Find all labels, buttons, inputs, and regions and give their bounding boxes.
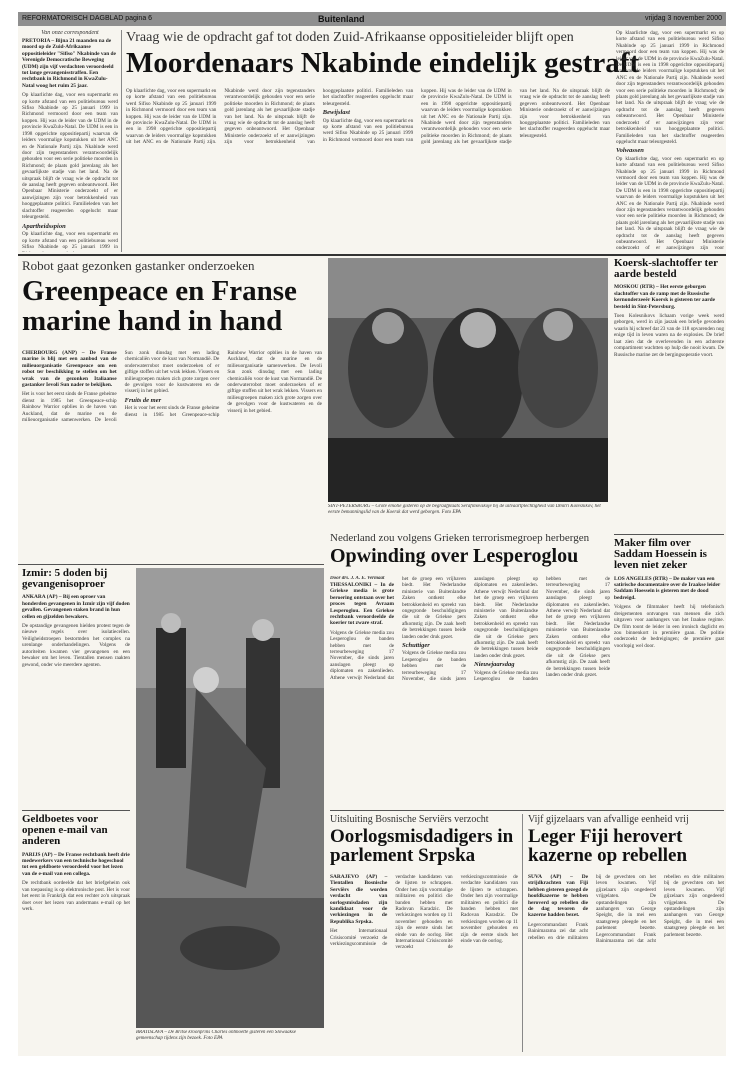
greenpeace-kicker-text: Robot gaat gezonken gastanker onderzoeken bbox=[22, 258, 255, 273]
bosnie-kicker-text: Uitsluiting Bosnische Serviërs verzocht bbox=[330, 814, 489, 825]
top-story-body-3: Op klaarlichte dag, voor een supermarkt en op korte afstand van een politiebureau werd Sifiso Nkabinde op 25 januari 1999 in Richmond vermoord door een team van koppen. Hij was de leider van de UDM in de provincie KwaZulu-Natal. De UDM is een in 1998 opgerichte oppositiepartij waarvan de leiders voormalige kopstukken uit het ANC en de Nationale Partij zijn. Nkabinde werd door zijn tegenstanders verantwoordelijk gehouden voor een serie politieke moorden in Richmond; de plaats gold jarenlang als het gevaarlijkste stadje van het land. Na de uitspraak blijft de vraag wie de opdracht tot de aanslag heeft gegeven onbeantwoord. Het Openbaar Ministerie onderzoekt of er aanwijzingen zijn voor betrokkenheid van hooggeplaatste politici. Familieleden van het slachtoffer reageerden opgelucht maar teleurgesteld. bbox=[616, 30, 724, 145]
koersk-lead: MOSKOU (RTR) – Het eerste geborgen slachtoffer van de ramp met de Russische kernonderzeeër Koersk is gisteren ter aarde besteld in Sint-Petersburg. bbox=[614, 284, 716, 310]
greenpeace-body bbox=[22, 350, 322, 560]
saddam-lead: LOS ANGELES (RTR) – De maker van een satirische documentaire over de Iraakse leider Saddam Hoessein is gisteren met de dood bedreigd. bbox=[614, 575, 721, 601]
top-story-body-a: Op klaarlichte dag, voor een supermarkt en op korte afstand van een politiebureau werd Sifiso Nkabinde op 25 januari 1999 in Richmond vermoord door een team van koppen. Hij was de leider van de UDM in de provincie KwaZulu-Natal. De UDM is een in 1998 opgerichte oppositiepartij waarvan de leiders voormalige kopstukken uit het ANC en de Nationale Partij zijn. Nkabinde werd door zijn tegenstanders verantwoordelijk gehouden voor een serie politieke moorden in Richmond; de plaats gold jarenlang als het gevaarlijkste stadje van het land. Na de uitspraak blijft de vraag wie de opdracht tot de aanslag heeft gegeven onbeantwoord. Het Openbaar Ministerie onderzoekt of er aanwijzingen zijn voor betrokkenheid van hooggeplaatste politici. Familieleden van het slachtoffer reageerden opgelucht maar teleurgesteld. bbox=[22, 92, 118, 220]
top-story-lead-column bbox=[22, 30, 118, 252]
header-left: REFORMATORISCH DAGBLAD pagina 6 bbox=[22, 15, 153, 22]
top-story-body bbox=[126, 88, 610, 252]
fiji-lead: SUVA (AP) – De strijdkrachten van Fiji hebben gisteren gezegd de hoofdkazerne te hebben heroverd op rebellen die de dag tevoren de kazerne hadden bezet. bbox=[528, 874, 588, 919]
greenpeace-headline bbox=[22, 277, 322, 347]
greek-lead: THESSALONIKI – In de Griekse media is grote beroering ontstaan over het proces tegen Avraam Lesperoglou. Een Griekse rechtbank veroordeelde de koerier tot zware straf. bbox=[330, 582, 394, 627]
top-story-sub3: Volwassen bbox=[616, 147, 644, 155]
izmir-story bbox=[22, 568, 130, 808]
izmir-headline: Izmir: 5 doden bij gevangenisoproer bbox=[22, 568, 108, 591]
fiji-headline-text: Leger Fiji herovert kazerne op rebellen bbox=[528, 827, 688, 867]
greek-body bbox=[330, 576, 610, 808]
photo-charles-image bbox=[136, 568, 324, 1028]
photo-charles-caption: BRATISLAVA – De Britse kroonprins Charles ontmoette gisteren een Slowaakse gemeenschap tijdens zijn bezoek. Foto EPA bbox=[136, 1030, 296, 1041]
photo-charles bbox=[136, 568, 324, 1028]
fiji-body-1: Legercommandant Frank Bainimarama zei dat acht rebellen en drie militairen bij de gevechten om het leven kwamen. Vijf gijzelaars zijn ongedeerd vrijgelaten. De opstandelingen zijn aanhangers van George Speight, die in mei een staatsgreep pleegde en het parlement bezette. bbox=[528, 874, 656, 941]
bosnie-headline bbox=[330, 827, 518, 871]
top-story-sub1: Apartheidsspion bbox=[22, 223, 66, 231]
greenpeace-headline-text: Greenpeace en Franse marine hand in hand bbox=[22, 277, 297, 337]
divider bbox=[121, 30, 122, 252]
greek-byline: Door drs. J. A. E. Vermaat bbox=[330, 576, 385, 581]
greek-sub2: Nieuwjaarsdag bbox=[474, 661, 515, 669]
top-story-body-1: Op klaarlichte dag, voor een supermarkt en op korte afstand van een politiebureau werd Sifiso Nkabinde op 25 januari 1999 in Richmond vermoord door een team van koppen. Hij was de leider van de UDM in de provincie KwaZulu-Natal. De UDM is een in 1998 opgerichte oppositiepartij waarvan de leiders voormalige kopstukken uit het ANC en de Nationale Partij zijn. Nkabinde werd door zijn tegenstanders verantwoordelijk gehouden voor een serie politieke moorden in Richmond; de plaats gold jarenlang als het gevaarlijkste stadje van het land. Na de uitspraak blijft de vraag wie de opdracht tot de aanslag heeft gegeven onbeantwoord. Het Openbaar Ministerie onderzoekt of er aanwijzingen zijn voor betrokkenheid van hooggeplaatste politici. Familieleden van het slachtoffer reageerden opgelucht maar teleurgesteld. bbox=[126, 88, 414, 146]
newspaper-page bbox=[18, 12, 726, 1056]
top-story-body-b: Op klaarlichte dag, voor een supermarkt en op korte afstand van een politiebureau werd Sifiso Nkabinde op 25 januari 1999 in bbox=[22, 231, 118, 251]
greek-body-1: Volgens de Griekse media zou Lesperoglou de banden hebben met de terreurbeweging 17 November, die sinds jaren aanslagen pleegt op diplomaten en zakenlieden. Athene verwijt Nederland dat het de groep een vrijhaven biedt. Het Nederlandse ministerie van Buitenlandse Zaken ontkent elke betrokkenheid en spreekt van ongegronde beschuldigingen die uit de Griekse pers afkomstig zijn. De zaak heeft de betrekkingen tussen beide landen onder druk gezet. bbox=[330, 576, 466, 681]
greenpeace-body-2: Het is voor het eerst sinds de Franse geheime dienst in 1985 het Greenpeace-schip Rainbow Warrior opblies in de haven van Auckland, dat de marine en de milieuorganisatie samenwerken. De Ievoli Sun zonk dinsdag met een lading chemicaliën voor de kust van Normandië. De onderwaterrobot moet onderzoeken of er giftige stoffen uit het wrak lekken. Vissers en milieugroepen maken zich grote zorgen over de gevolgen voor de kustwateren en de visserij in het gebied. bbox=[124, 350, 322, 418]
bosnie-kicker bbox=[330, 814, 518, 826]
bosnie-body bbox=[330, 874, 518, 1052]
greek-body-2: Volgens de Griekse media zou Lesperoglou de banden hebben met de terreurbeweging 17 November, die sinds jaren aanslagen pleegt op diplomaten en zakenlieden. Athene verwijt Nederland dat het de groep een vrijhaven biedt. Het Nederlandse ministerie van Buitenlandse Zaken ontkent elke betrokkenheid en spreekt van ongegronde beschuldigingen die uit de Griekse pers afkomstig zijn. De zaak heeft de betrekkingen tussen beide landen onder druk gezet. bbox=[402, 576, 538, 683]
geld-headline: Geldboetes voor openen e-mail van anderen bbox=[22, 814, 108, 848]
greenpeace-lead: CHERBOURG (ANP) – De Franse marine is blij met een aanbod van de milieuorganisatie Greenpeace om een robot ter beschikking te stellen om het wrak van de gezonken Italiaanse gastanker Ievoli Sun nader te bekijken. bbox=[22, 350, 117, 389]
header-date: vrijdag 3 november 2000 bbox=[644, 15, 722, 22]
bosnie-headline-text: Oorlogsmisdadigers in parlement Srpska bbox=[330, 827, 514, 867]
page-header bbox=[18, 12, 726, 26]
top-story-right-column bbox=[616, 30, 724, 252]
koersk-headline: Koersk-slachtoffer ter aarde besteld bbox=[614, 258, 718, 281]
top-story-byline: Van onze correspondent bbox=[41, 30, 99, 36]
greenpeace-kicker bbox=[22, 258, 322, 276]
fiji-kicker-text: Vijf gijzelaars van afvallige eenheid vrij bbox=[528, 814, 689, 825]
greek-sub1: Schuttiger bbox=[402, 642, 430, 650]
top-story-headline-text: Moordenaars Nkabinde eindelijk gestraft bbox=[126, 49, 640, 79]
top-story-kicker-text: Vraag wie de opdracht gaf tot doden Zuid-Afrikaanse oppositieleider blijft open bbox=[126, 30, 574, 45]
fiji-headline bbox=[528, 827, 724, 871]
geld-story bbox=[22, 814, 130, 1054]
section-rule bbox=[18, 254, 726, 256]
greek-kicker bbox=[330, 532, 610, 546]
koersk-story bbox=[614, 258, 724, 532]
divider bbox=[18, 564, 324, 565]
divider bbox=[330, 810, 724, 811]
top-story-body-2: Op klaarlichte dag, voor een supermarkt en op korte afstand van een politiebureau werd Sifiso Nkabinde op 25 januari 1999 in Richmond vermoord door een team van koppen. Hij was de leider van de UDM in de provincie KwaZulu-Natal. De UDM is een in 1998 opgerichte oppositiepartij waarvan de leiders voormalige kopstukken uit het ANC en de Nationale Partij zijn. Nkabinde werd door zijn tegenstanders verantwoordelijk gehouden voor een serie politieke moorden in Richmond; de plaats gold jarenlang als het gevaarlijkste stadje van het land. Na de uitspraak blijft de vraag wie de opdracht tot de aanslag heeft gegeven onbeantwoord. Het Openbaar Ministerie onderzoekt of er aanwijzingen zijn voor betrokkenheid van hooggeplaatste politici. Familieleden van het slachtoffer reageerden opgelucht maar teleurgesteld. bbox=[322, 88, 610, 146]
greenpeace-sub: Fruits de mer bbox=[124, 396, 162, 404]
divider bbox=[614, 534, 724, 535]
koersk-body: Toen Kolesnikovs lichaam vorige week werd geborgen, werd in zijn jaszak een briefje gevonden waarin hij schreef dat 23 van de 118 opvarenden nog enige tijd in leven waren na de explosies. De brief laat zien dat de overlevenden in een achterste compartiment wachtten op hulp die nooit kwam. De Russische marine zet de bergingsoperatie voort. bbox=[614, 313, 724, 358]
saddam-body: Volgens de filmmaker heeft hij telefonisch dreigementen ontvangen van mensen die zich uitgaven voor aanhangers van het Iraakse regime. De film toont de leider in een ironisch daglicht en zou binnenkort in première gaan. De politie onderzoekt de bedreigingen; de première gaat voorlopig wel door. bbox=[614, 604, 724, 649]
bosnie-body-2: Het Internationaal Crisiscomité verzoekt de verkiezingscommissie de verdachte kandidaten van de lijsten te schrappen. Onder hen zijn voormalige militairen en politici die banden hebben met Radovan Karadzic. De verkiezingen worden op 11 november gehouden en zijn de eerste sinds het einde van de oorlog. bbox=[395, 874, 518, 951]
greek-kicker-text: Nederland zou volgens Grieken terrorismegroep herbergen bbox=[330, 532, 590, 544]
greek-body-3: Volgens de Griekse media zou Lesperoglou de banden hebben met de terreurbeweging 17 November, die sinds jaren aanslagen pleegt op diplomaten en zakenlieden. Athene verwijt Nederland dat het de groep een vrijhaven biedt. Het Nederlandse ministerie van Buitenlandse Zaken ontkent elke betrokkenheid en spreekt van ongegronde beschuldigingen die uit de Griekse pers afkomstig zijn. De zaak heeft de betrekkingen tussen beide landen onder druk gezet. bbox=[474, 576, 610, 683]
header-section: Buitenland bbox=[318, 14, 365, 24]
greek-headline-text: Opwinding over Lesperoglou bbox=[330, 546, 579, 567]
saddam-headline: Maker film over Saddam Hoessein is leven niet zeker bbox=[614, 538, 707, 572]
divider bbox=[522, 814, 523, 1052]
greenpeace-body-1: Het is voor het eerst sinds de Franse geheime dienst in 1985 het Greenpeace-schip Rainbow Warrior opblies in de haven van Auckland, dat de marine en de milieuorganisatie samenwerken. De Ievoli Sun zonk dinsdag met een lading chemicaliën voor de kust van Normandië. De onderwaterrobot moet onderzoeken of er giftige stoffen uit het wrak lekken. Vissers en milieugroepen maken zich grote zorgen over de gevolgen voor de kustwateren en de visserij in het gebied. bbox=[22, 350, 220, 424]
bosnie-lead: SARAJEVO (AP) – Tientallen Bosnische Serviërs die worden verdacht van oorlogsmisdaden zijn kandidaat voor de verkiezingen in de Republika Srpska. bbox=[330, 874, 388, 925]
bosnie-body-1: Het Internationaal Crisiscomité verzoekt de verkiezingscommissie de verdachte kandidaten van de lijsten te schrappen. Onder hen zijn voormalige militairen en politici die banden hebben met Radovan Karadzic. De verkiezingen worden op 11 november gehouden en zijn de eerste sinds het einde van de oorlog. bbox=[330, 874, 453, 948]
geld-lead: PARIJS (AP) – De Franse rechtbank heeft drie medewerkers van een technische hogeschool tot een geldboete veroordeeld voor het lezen van de e-mail van een collega. bbox=[22, 851, 130, 877]
photo-funeral bbox=[328, 258, 608, 502]
fiji-body bbox=[528, 874, 724, 1052]
top-story-sub2: Bewijslast bbox=[322, 109, 350, 117]
saddam-story bbox=[614, 538, 724, 808]
greek-headline bbox=[330, 546, 610, 572]
izmir-lead: ANKARA (AP) – Bij een oproer van honderden gevangenen in Izmir zijn vijf doden gevallen. Gevangenen staken brand in hun cellen en gijzelden bewakers. bbox=[22, 594, 130, 620]
photo-funeral-caption: SINT-PETERSBURG – Grote emotie gisteren op de begraafplaats Serafimovskoje bij de uitvaartplechtigheid van Dmitri Kolesnikov, het eerste bemanningslid van de Koersk dat werd geborgen. Foto EPA bbox=[328, 504, 601, 515]
izmir-body: De opstandige gevangenen hielden protest tegen de nieuwe regels over isolatiecellen. Veiligheidstroepen bestormden het complex na urenlange onderhandelingen. Volgens de autoriteiten kwamen vier gevangenen en een bewaker om het leven. Tientallen mensen raakten gewond, onder wie meerdere agenten. bbox=[22, 623, 130, 668]
fiji-kicker bbox=[528, 814, 724, 826]
top-story-lead: PRETORIA – Bijna 21 maanden na de moord op de Zuid-Afrikaanse oppositieleider "Sifiso" Nkabinde van de Verenigde Democratische Beweging (UDM) zijn vijf verdachten veroordeeld tot lange gevangenisstraffen. Een rechtbank in Richmond in KwaZulu-Natal woog het ruim 25 jaar. bbox=[22, 38, 116, 89]
fiji-body-2: Legercommandant Frank Bainimarama zei dat acht rebellen en drie militairen bij de gevechten om het leven kwamen. Vijf gijzelaars zijn ongedeerd vrijgelaten. De opstandelingen zijn aanhangers van George Speight, die in mei een staatsgreep pleegde en het parlement bezette. bbox=[596, 874, 724, 945]
geld-body: De rechtbank oordeelde dat het briefgeheim ook van toepassing is op elektronische post. Het is voor het eerst in Frankrijk dat een rechter zo'n uitspraak doet over het lezen van andermans e-mail op het werk. bbox=[22, 880, 130, 912]
photo-funeral-image bbox=[328, 258, 608, 502]
top-story-body-4: Op klaarlichte dag, voor een supermarkt en op korte afstand van een politiebureau werd Sifiso Nkabinde op 25 januari 1999 in Richmond vermoord door een team van koppen. Hij was de leider van de UDM in de provincie KwaZulu-Natal. De UDM is een in 1998 opgerichte oppositiepartij waarvan de leiders voormalige kopstukken uit het ANC en de Nationale Partij zijn. Nkabinde werd door zijn tegenstanders verantwoordelijk gehouden voor een serie politieke moorden in Richmond; de plaats gold jarenlang als het gevaarlijkste stadje van het land. Na de uitspraak blijft de vraag wie de opdracht tot de aanslag heeft gegeven onbeantwoord. Het Openbaar Ministerie onderzoekt of er aanwijzingen zijn voor bbox=[616, 155, 724, 252]
divider bbox=[22, 810, 130, 811]
